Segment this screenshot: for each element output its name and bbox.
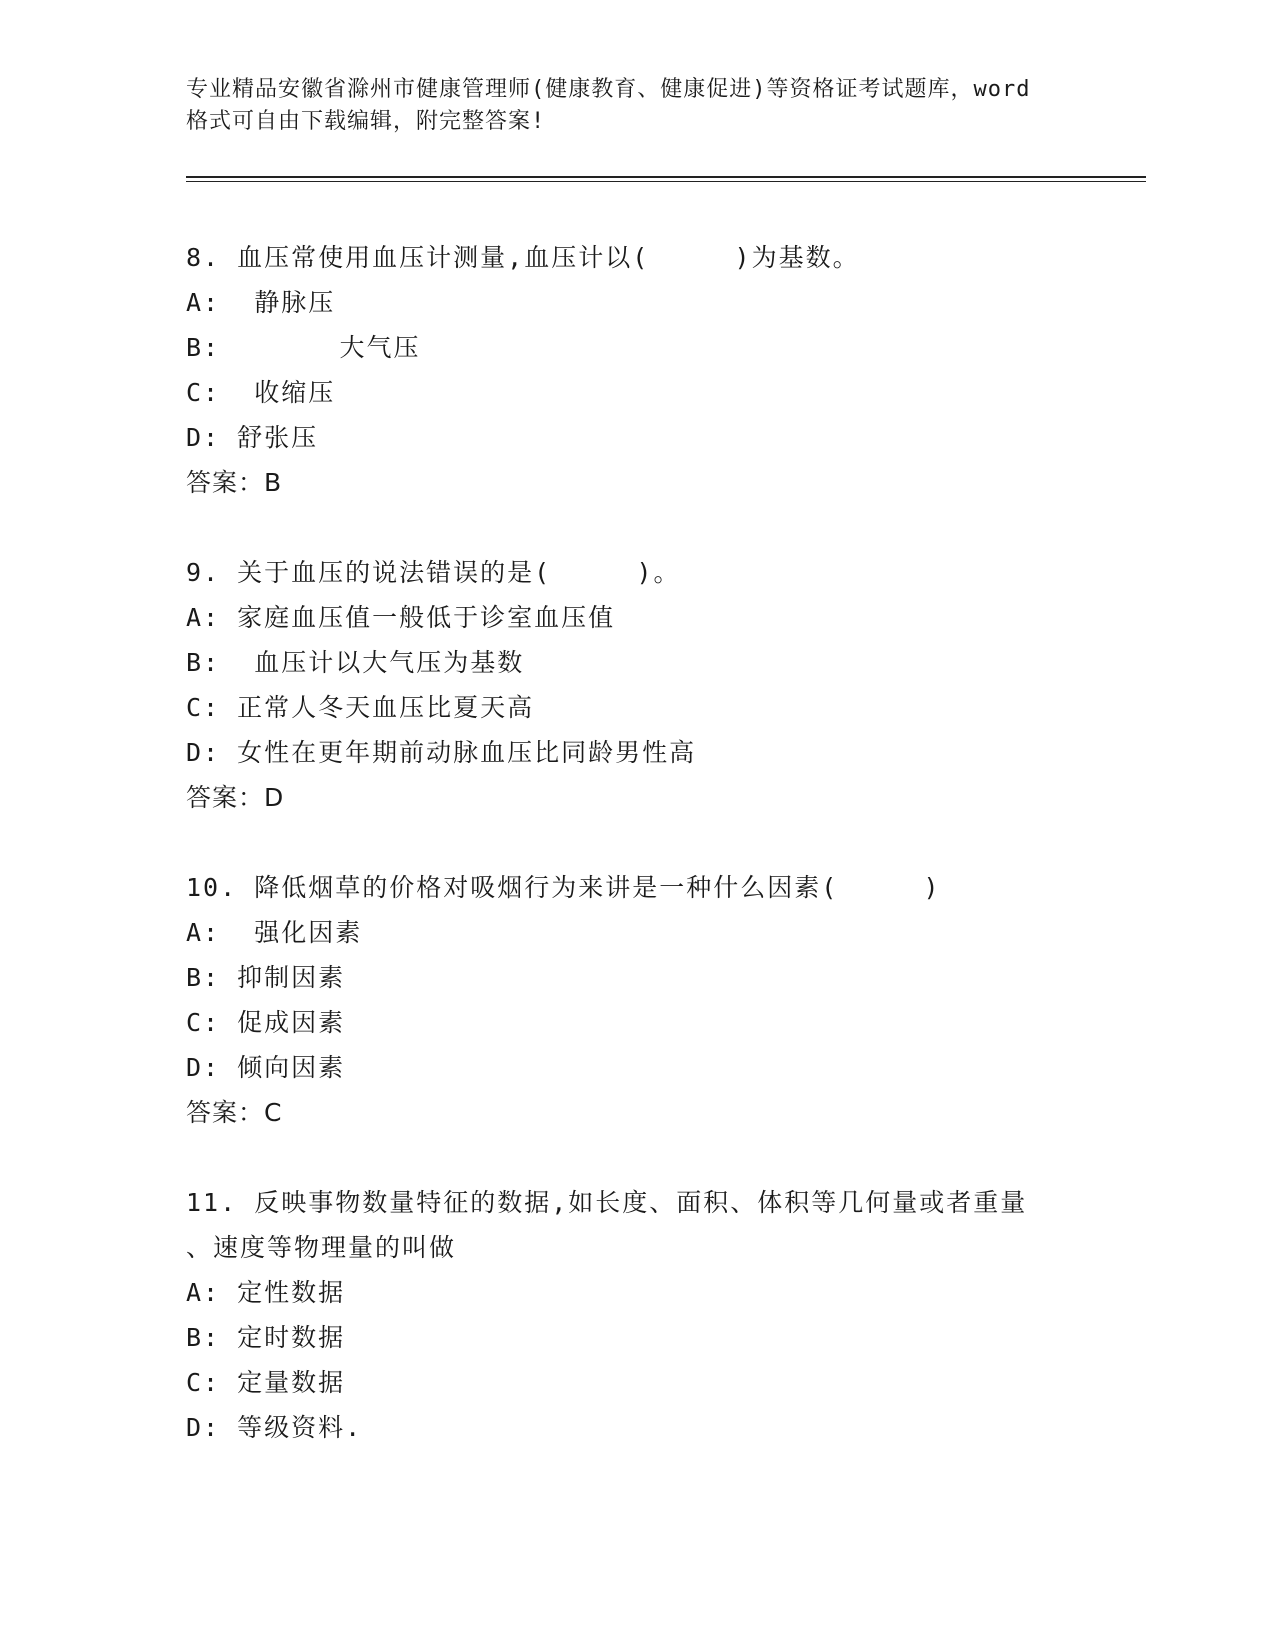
option-c: C: 正常人冬天血压比夏天高: [186, 693, 535, 722]
question-11: [186, 1180, 1086, 1450]
question-9: [186, 550, 1086, 820]
header-line-1: 专业精品安徽省滁州市健康管理师(健康教育、健康促进)等资格证考试题库，word: [186, 77, 1031, 102]
option-b: B: 抑制因素: [186, 963, 346, 992]
option-b: B: 定时数据: [186, 1323, 346, 1352]
question-stem-line-1: 11. 反映事物数量特征的数据,如长度、面积、体积等几何量或者重量: [186, 1188, 1028, 1217]
answer-label: 答案：D: [186, 783, 285, 812]
answer-label: 答案：C: [186, 1098, 283, 1127]
question-stem: 10. 降低烟草的价格对吸烟行为来讲是一种什么因素( ): [186, 873, 941, 902]
answer-label: 答案：B: [186, 468, 283, 497]
option-c: C: 收缩压: [186, 378, 336, 407]
option-d: D: 倾向因素: [186, 1053, 346, 1082]
header-divider-thick: [186, 176, 1146, 178]
option-a: A: 定性数据: [186, 1278, 346, 1307]
header-divider-thin: [186, 181, 1146, 182]
question-8: [186, 235, 1086, 505]
question-10: [186, 865, 1086, 1135]
question-stem: 8. 血压常使用血压计测量,血压计以( )为基数。: [186, 243, 860, 272]
option-b: B: 大气压: [186, 333, 421, 362]
option-d: D: 等级资料.: [186, 1413, 363, 1442]
question-list: [186, 235, 1086, 1450]
question-stem: 9. 关于血压的说法错误的是( )。: [186, 558, 681, 587]
option-a: A: 强化因素: [186, 918, 363, 947]
option-b: B: 血压计以大气压为基数: [186, 648, 525, 677]
option-c: C: 定量数据: [186, 1368, 346, 1397]
document-header: [186, 74, 1086, 138]
option-a: A: 家庭血压值一般低于诊室血压值: [186, 603, 616, 632]
question-stem-line-2: 、速度等物理量的叫做: [186, 1233, 457, 1262]
header-line-2: 格式可自由下载编辑，附完整答案!: [186, 109, 546, 134]
option-d: D: 舒张压: [186, 423, 319, 452]
option-d: D: 女性在更年期前动脉血压比同龄男性高: [186, 738, 697, 767]
option-c: C: 促成因素: [186, 1008, 346, 1037]
option-a: A: 静脉压: [186, 288, 336, 317]
